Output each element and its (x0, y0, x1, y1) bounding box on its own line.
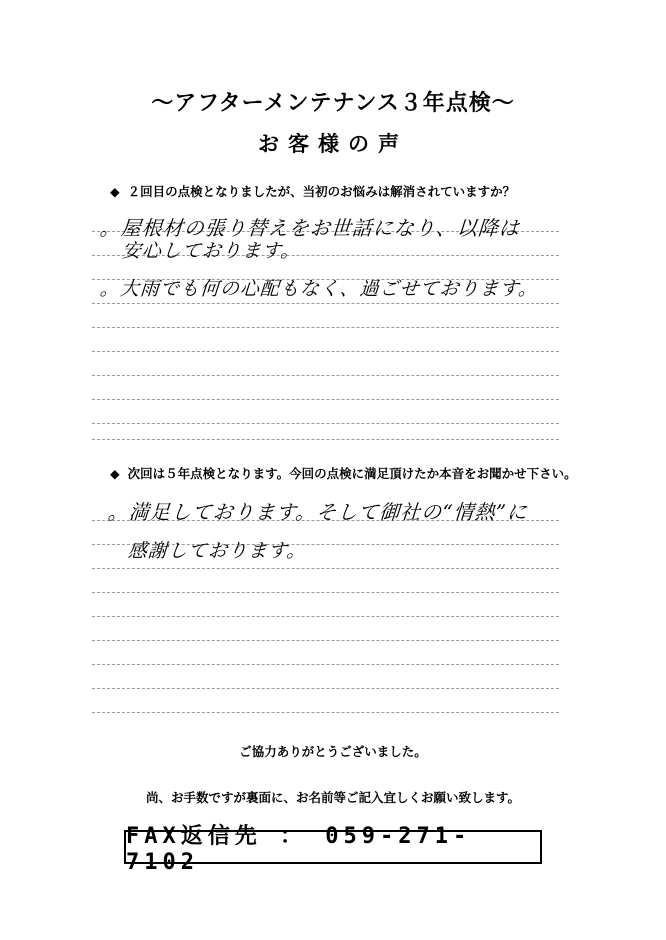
diamond-bullet-icon: ◆ (110, 466, 120, 481)
ruled-line (92, 423, 559, 424)
ruled-line (92, 327, 559, 328)
question-2-text: 次回は５年点検となります。今回の点検に満足頂けたか本音をお聞かせ下さい。 (127, 466, 577, 481)
page-subtitle: お客様の声 (258, 132, 408, 156)
return-note: 尚、お手数ですが裏面に、お名前等ご記入宜しくお願い致します。 (145, 790, 520, 805)
ruled-line (92, 568, 559, 569)
ruled-line (92, 399, 559, 400)
ruled-line (92, 375, 559, 376)
question-1-text: ２回目の点検となりましたが、当初のお悩みは解消されていますか？ (127, 184, 516, 199)
ruled-line (92, 688, 559, 689)
page-title: ～アフターメンテナンス３年点検～ (151, 91, 515, 116)
handwritten-answer-line: 。大雨でも何の心配もなく、過ごせております。 (99, 278, 539, 300)
ruled-line (92, 664, 559, 665)
ruled-line (92, 439, 559, 440)
ruled-line (92, 616, 559, 617)
handwritten-answer-line: 感謝しております。 (127, 540, 308, 562)
handwritten-answer-line: 安心しております。 (121, 240, 302, 262)
ruled-line (92, 712, 559, 713)
fax-number-box: FAX返信先 ： 059-271-7102 (124, 830, 542, 864)
handwritten-answer-line: 。屋根材の張り替えをお世話になり、以降は (99, 216, 521, 240)
ruled-line (92, 592, 559, 593)
ruled-line (92, 303, 559, 304)
question-1 (110, 182, 515, 200)
ruled-line (92, 640, 559, 641)
handwritten-answer-line: 。満足しております。そして御社の“情熱”に (107, 500, 529, 524)
ruled-line (92, 351, 559, 352)
diamond-bullet-icon: ◆ (110, 184, 120, 199)
thanks-message: ご協力ありがとうございました。 (239, 744, 427, 759)
